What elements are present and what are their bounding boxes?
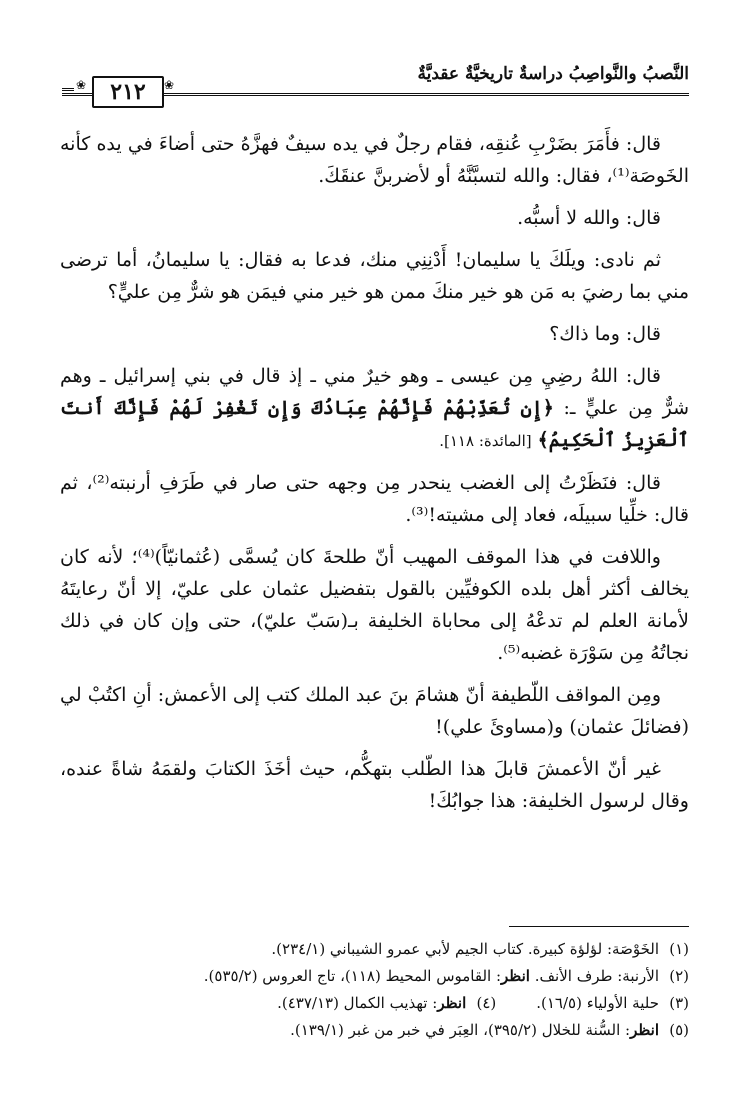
footnote-text: الخَوْصَة: لؤلؤة كبيرة. كتاب الجيم لأبي عمرو الشيباني (٢٣٤/١). — [271, 940, 659, 958]
footnote-2 — [60, 963, 689, 990]
footnote-3-4 — [60, 990, 689, 1017]
footnote-text — [277, 990, 466, 1017]
ornament-icon: ❀ — [164, 78, 175, 92]
footnote-text — [204, 963, 659, 990]
paragraph: قال: فنَظَرْتُ إلى الغضب ينحدر مِن وجهه حتى صار في طَرَفِ أرنبته⁽²⁾، ثم قال: خلِّيا سبيلَه، فعاد إلى مشيته!⁽³⁾. — [60, 472, 689, 526]
footnotes — [60, 936, 689, 1044]
footnote-label: انظر — [437, 994, 467, 1012]
quran-verse: ﴿إِن تُعَذِّبْهُمْ فَإِنَّهُمْ عِبَادُكَ وَإِن تَغْفِرْ لَهُمْ فَإِنَّكَ أَنتَ ٱلْعَزِيزُ ٱلْحَكِيمُ﴾ — [60, 397, 689, 451]
verse-reference: [المائدة: ١١٨]. — [439, 432, 532, 450]
footnote-number: (١) — [669, 940, 689, 958]
running-title: النَّصبُ والنَّواصِبُ دراسةٌ تاريخيَّةٌ عقديَّةٌ — [410, 64, 689, 84]
footnote-number: (٥) — [669, 1021, 689, 1039]
paragraph: ثم نادى: ويلَكَ يا سليمان! أَدْنِنِي منك، فدعا به فقال: يا سليمانُ، أما ترضى مني بما رضيَ به مَن هو خير منكَ ممن هو خير مني فيمَن هو شرٌّ مِن عليٍّ؟ — [60, 249, 689, 303]
footnote-body: : القاموس المحيط (١١٨)، تاج العروس (٥٣٥/٢). — [203, 967, 502, 985]
footnote-body: : تهذيب الكمال (٤٣٧/١٣). — [277, 994, 438, 1012]
footnote-number: (٢) — [669, 967, 689, 985]
footnote-label: انظر — [630, 1021, 659, 1039]
paragraph: قال: والله لا أسبُّه. — [517, 207, 661, 229]
footnote-pre: الأرنبة: طرف الأنف. — [534, 967, 659, 985]
footnote-body: : السُّنة للخلال (٣٩٥/٢)، العِبَر في خبر من غبر (١٣٩/١). — [290, 1021, 631, 1039]
page-header — [62, 58, 689, 108]
footnote-3 — [536, 990, 689, 1017]
main-text — [60, 128, 689, 827]
footnote-5 — [60, 1017, 689, 1044]
footnote-4 — [277, 990, 496, 1017]
paragraph: واللافت في هذا الموقف المهيب أنّ طلحةَ كان يُسمَّى (عُثمانيّاً)⁽⁴⁾؛ لأنه كان يخالف أكثر أهل بلده الكوفيِّين بالقول بتفضيل عثمان على عليّ، إلا أنّ رعايتَهُ لأمانة العلم لم تدعْهُ إلى محاباة الخليفة بـ(سَبّ عليّ)، حتى وإن كان في ذلك نجاتُهُ مِن سَوْرَة غضبه⁽⁵⁾. — [60, 546, 689, 664]
header-dash — [62, 88, 74, 91]
footnote-number: (٣) — [669, 994, 689, 1012]
footnote-1 — [60, 936, 689, 963]
paragraph-quran — [60, 360, 689, 457]
paragraph: غير أنّ الأعمشَ قابلَ هذا الطّلب بتهكُّم، حيث أخَذَ الكتابَ ولقمَهُ شاةً عنده، وقال لرسول الخليفة: هذا جوابُكَ! — [60, 758, 689, 812]
paragraph: ومِن المواقف اللّطيفة أنّ هشامَ بنَ عبد الملك كتب إلى الأعمش: أنِ اكتُبْ لي (فضائلَ عثمان) و(مساوئَ علي)! — [60, 684, 689, 738]
footnote-text — [290, 1017, 659, 1044]
paragraph: قال: فأَمَرَ بضَرْبِ عُنقِه، فقام رجلٌ في يده سيفٌ فهزَّهُ حتى أضاءَ في يده كأنه الخَوصَة⁽¹⁾، فقال: والله لتسبَّنَّهُ أو لأضربنَّ عنقَكَ. — [60, 133, 689, 187]
footnote-text: حلية الأولياء (١٦/٥). — [536, 994, 659, 1012]
footnote-label: انظر — [501, 967, 530, 985]
footnote-separator — [509, 926, 689, 927]
page-number: ٢١٢ — [92, 76, 164, 108]
quote-intro: قال: اللهُ رضِيِ مِن عيسى ـ وهو خيرٌ مني ـ إذ قال في بني إسرائيل ـ وهم شرٌّ مِن عليٍّ ـ: — [60, 365, 689, 419]
ornament-icon: ❀ — [76, 78, 87, 92]
paragraph: قال: وما ذاك؟ — [549, 323, 661, 345]
footnote-number: (٤) — [476, 994, 497, 1012]
